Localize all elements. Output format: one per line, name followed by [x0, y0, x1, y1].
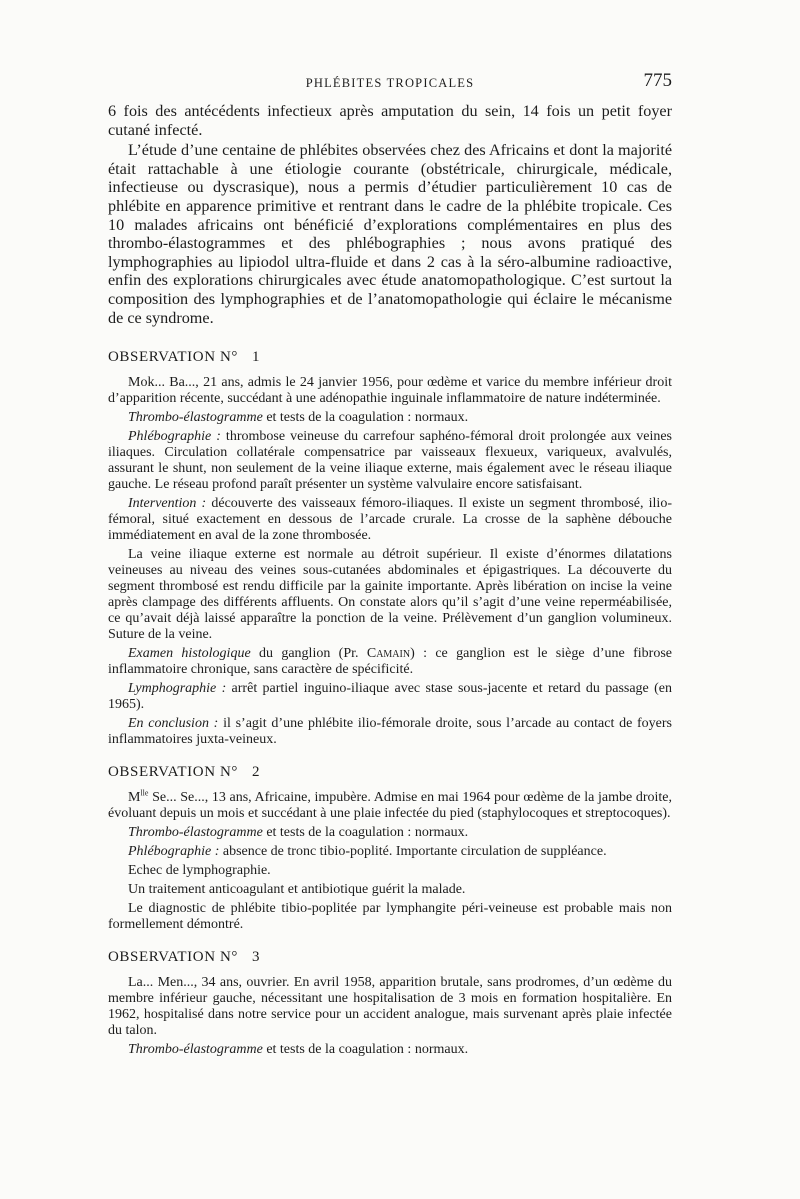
obs1-lymphography-text: arrêt partiel inguino-iliaque avec stase sous-jacente et retard du passage (en 1965). [108, 681, 672, 713]
obs1-thrombo-text: et tests de la coagulation : normaux. [262, 410, 469, 426]
obs3-case: La... Men..., 34 ans, ouvrier. En avril 1958, apparition brutale, sans prodromes, d’un œdème du membre inférieur gauche, nécessitant une hospitalisation de 3 mois en formation hospitalière. En 1962, hospitalisé dans notre service pour un accident analogue, mais survenant après plaie infectée du talon. [108, 975, 672, 1039]
obs1-phlebo-text: thrombose veineuse du carrefour saphéno-fémoral droit prolongée aux veines iliaques. Circulation collatérale compensatrice par vaisseaux flexueux, variqueux, avalvulés, assurant le shunt, non seulement de la veine iliaque externe, mais également avec le réseau iliaque gauche. Le réseau profond paraît présenter un système valvulaire encore satisfaisant. [108, 429, 673, 493]
obs3-thrombo-text: et tests de la coagulation : normaux. [262, 1042, 469, 1058]
page-header [108, 68, 672, 98]
obs1-conclusion-text: il s’agit d’une phlébite ilio-fémorale droite, sous l’arcade au contact de foyers inflammatoires juxta-veineux. [108, 716, 673, 748]
observation-3-heading [108, 949, 672, 966]
observation-label: OBSERVATION N° [108, 949, 239, 966]
obs1-histology-label: Examen histologique [128, 646, 251, 662]
obs1-phlebo [108, 429, 672, 493]
obs2-thrombo-label: Thrombo-élastogramme [128, 825, 263, 841]
obs1-histology-name: Camain [366, 646, 411, 662]
obs1-phlebo-label: Phlébographie : [128, 429, 221, 445]
obs1-intervention [108, 496, 672, 544]
observation-number: 2 [252, 764, 261, 781]
intro-paragraph-2: L’étude d’une centaine de phlébites observées chez des Africains et dont la majorité était rattachable à une étiologie courante (obstétricale, chirurgicale, médicale, infectieuse ou dyscrasique), nous a permis d’étudier particulièrement 10 cas de phlébite en apparence primitive et rentrant dans le cadre de la phlébite tropicale. Ces 10 malades africains ont bénéficié d’explorations complémentaires en plus des thrombo-élastogrammes et des phlébographies ; nous avons pratiqué des lymphographies au lipiodol ultra-fluide et dans 2 cas à la séro-albumine radioactive, enfin des explorations chirurgicales avec étude anatomopathologique. C’est surtout la composition des lymphographies et de l’anatomopathologie qui éclaire le mécanisme de ce syndrome. [108, 141, 672, 327]
observation-number: 1 [252, 349, 261, 366]
obs1-thrombo [108, 410, 672, 426]
obs1-intervention-text: découverte des vaisseaux fémoro-iliaques. Il existe un segment thrombosé, ilio-fémoral, situé exactement en dessous de l’arcade crurale. La crosse de la saphène débouche immédiatement en aval de la zone thrombosée. [108, 496, 672, 544]
page-number: 775 [643, 70, 672, 91]
obs2-phlebo-text: absence de tronc tibio-poplité. Importante circulation de suppléance. [219, 844, 607, 860]
observation-2-heading [108, 764, 672, 781]
obs2-traitement: Un traitement anticoagulant et antibiotique guérit la malade. [128, 882, 466, 898]
running-title: PHLÉBITES TROPICALES [305, 76, 475, 90]
obs2-echec: Echec de lymphographie. [128, 863, 271, 879]
obs2-title-abbr: M [128, 790, 141, 806]
observation-1-heading [108, 349, 672, 366]
obs3-thrombo-label: Thrombo-élastogramme [128, 1042, 263, 1058]
obs1-conclusion [108, 716, 672, 748]
observation-label: OBSERVATION N° [108, 349, 239, 366]
obs2-thrombo-text: et tests de la coagulation : normaux. [262, 825, 469, 841]
obs1-lymphography [108, 681, 672, 713]
obs2-title-sup: lle [140, 788, 149, 798]
observation-number: 3 [252, 949, 261, 966]
obs1-intervention-label: Intervention : [128, 496, 207, 512]
intro-paragraph-1: 6 fois des antécédents infectieux après amputation du sein, 14 fois un petit foyer cutané infecté. [108, 102, 672, 139]
obs1-lymphography-label: Lymphographie : [128, 681, 227, 697]
obs2-phlebo [108, 844, 672, 860]
obs2-thrombo [108, 825, 672, 841]
obs1-histology [108, 646, 672, 678]
obs2-case [108, 790, 672, 822]
obs3-thrombo [108, 1042, 672, 1058]
obs1-veine: La veine iliaque externe est normale au détroit supérieur. Il existe d’énormes dilatations veineuses au niveau des veines sous-cutanées abdominales et épigastriques. La découverte du segment thrombosé est rendu difficile par la gainite importante. Après libération on incise la veine après clampage des différents affluents. On constate alors qu’il s’agit d’une veine reperméabilisée, ce qu’avait déjà laissé apparaître la ponction de la veine. Prélèvement d’un ganglion volumineux. Suture de la veine. [108, 547, 672, 643]
obs1-case: Mok... Ba..., 21 ans, admis le 24 janvier 1956, pour œdème et varice du membre inférieur droit d’apparition récente, succédant à une adénopathie inguinale inflammatoire de nature indéterminée. [108, 375, 672, 407]
obs1-conclusion-label: En conclusion : [128, 716, 219, 732]
obs1-histology-text-a: du ganglion (Pr. [250, 646, 367, 662]
obs2-phlebo-label: Phlébographie : [128, 844, 220, 860]
obs2-diagnostic: Le diagnostic de phlébite tibio-poplitée par lymphangite péri-veineuse est probable mais non formellement démontré. [108, 901, 672, 933]
obs1-thrombo-label: Thrombo-élastogramme [128, 410, 263, 426]
obs1-histology-text-b: ) : ce ganglion est le siège d’une fibrose inflammatoire chronique, sans caractère de spécificité. [108, 646, 672, 678]
obs2-case-text: Se... Se..., 13 ans, Africaine, impubère. Admise en mai 1964 pour œdème de la jambe droite, évoluant depuis un mois et succédant à une plaie infectée du pied (staphylocoques et streptocoques). [108, 790, 672, 822]
page-body [108, 102, 672, 1058]
observation-label: OBSERVATION N° [108, 764, 239, 781]
